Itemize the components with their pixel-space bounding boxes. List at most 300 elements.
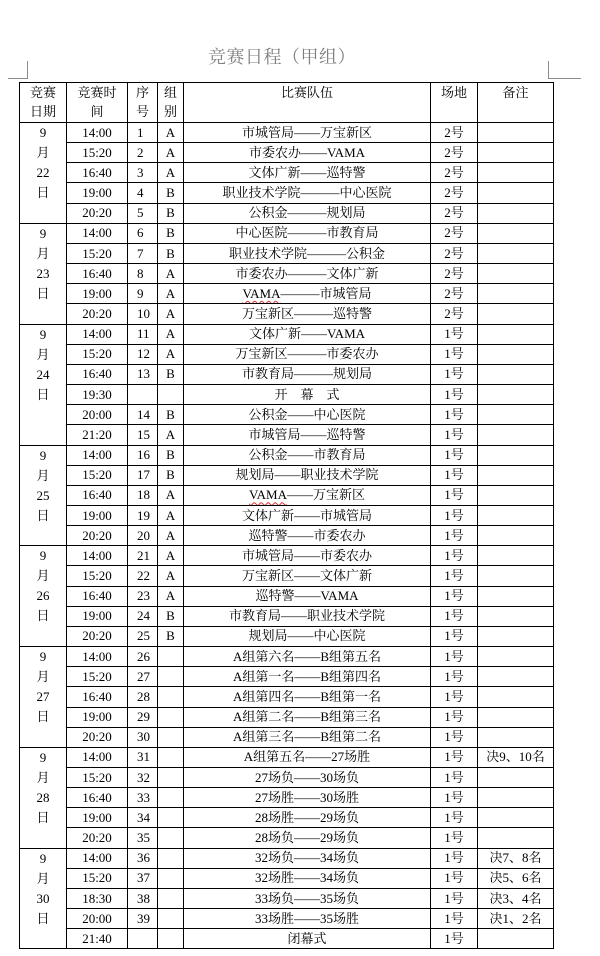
group-cell <box>158 929 184 949</box>
time-cell: 16:40 <box>67 264 128 284</box>
match-no-cell: 39 <box>128 909 158 929</box>
teams-cell: 开 幕 式 <box>184 385 431 405</box>
match-no-cell: 33 <box>128 788 158 808</box>
teams-cell: A组第五名——27场胜 <box>184 747 431 767</box>
teams-cell: 万宝新区———巡特警 <box>184 304 431 324</box>
header-time <box>67 83 128 123</box>
note-cell <box>478 264 554 284</box>
teams-cell: 文体广新——市城管局 <box>184 505 431 525</box>
note-cell <box>478 526 554 546</box>
group-cell: A <box>158 425 184 445</box>
venue-cell: 1号 <box>431 888 478 908</box>
venue-cell: 1号 <box>431 647 478 667</box>
note-cell: 决7、8名 <box>478 848 554 868</box>
group-cell <box>158 768 184 788</box>
table-row <box>20 385 554 405</box>
note-cell <box>478 163 554 183</box>
schedule-body <box>20 123 554 949</box>
table-row <box>20 868 554 888</box>
note-cell <box>478 183 554 203</box>
time-cell: 20:20 <box>67 203 128 223</box>
match-no-cell: 14 <box>128 405 158 425</box>
note-cell <box>478 788 554 808</box>
venue-cell: 1号 <box>431 727 478 747</box>
match-no-cell: 29 <box>128 707 158 727</box>
table-row <box>20 526 554 546</box>
date-cell <box>20 546 67 647</box>
venue-cell: 1号 <box>431 667 478 687</box>
time-cell: 20:00 <box>67 909 128 929</box>
venue-cell: 1号 <box>431 465 478 485</box>
venue-cell: 2号 <box>431 284 478 304</box>
venue-cell: 1号 <box>431 566 478 586</box>
match-no-cell: 5 <box>128 203 158 223</box>
match-no-cell: 23 <box>128 586 158 606</box>
table-row <box>20 768 554 788</box>
group-cell: B <box>158 445 184 465</box>
teams-cell: 市城管局——万宝新区 <box>184 123 431 143</box>
date-line: 日 <box>36 285 50 301</box>
note-cell <box>478 304 554 324</box>
table-row <box>20 848 554 868</box>
venue-cell: 1号 <box>431 626 478 646</box>
group-cell <box>158 788 184 808</box>
time-cell: 16:40 <box>67 364 128 384</box>
group-cell: A <box>158 546 184 566</box>
date-line: 日 <box>36 809 50 825</box>
table-row <box>20 223 554 243</box>
teams-cell: 规划局——中心医院 <box>184 626 431 646</box>
teams-cell: A组第二名——B组第三名 <box>184 707 431 727</box>
time-cell: 20:00 <box>67 405 128 425</box>
header-date <box>20 83 67 123</box>
table-row <box>20 143 554 163</box>
time-cell: 15:20 <box>67 667 128 687</box>
teams-cell: 闭幕式 <box>184 929 431 949</box>
teams-cell: 公积金———规划局 <box>184 203 431 223</box>
match-no-cell: 1 <box>128 123 158 143</box>
date-line: 9 <box>39 326 47 342</box>
schedule-header <box>20 83 554 123</box>
teams-cell: A组第三名——B组第二名 <box>184 727 431 747</box>
note-cell <box>478 667 554 687</box>
match-no-cell: 36 <box>128 848 158 868</box>
group-cell <box>158 828 184 848</box>
spellcheck-flagged-word: VAMA <box>242 285 281 301</box>
venue-cell: 2号 <box>431 243 478 263</box>
group-cell: A <box>158 586 184 606</box>
time-cell: 19:00 <box>67 707 128 727</box>
match-no-cell: 3 <box>128 163 158 183</box>
match-no-cell: 25 <box>128 626 158 646</box>
date-line: 27 <box>36 689 50 705</box>
note-cell <box>478 727 554 747</box>
venue-cell: 1号 <box>431 344 478 364</box>
time-cell: 14:00 <box>67 546 128 566</box>
teams-cell: 27场负——30场负 <box>184 768 431 788</box>
group-cell: B <box>158 183 184 203</box>
table-row <box>20 707 554 727</box>
teams-cell: 市委农办———文体广新 <box>184 264 431 284</box>
note-cell <box>478 485 554 505</box>
table-row <box>20 586 554 606</box>
match-no-cell: 30 <box>128 727 158 747</box>
table-row <box>20 687 554 707</box>
teams-segment: ———市城管局 <box>280 285 372 301</box>
table-row <box>20 324 554 344</box>
teams-cell: 32场负——34场负 <box>184 848 431 868</box>
table-row <box>20 909 554 929</box>
group-cell: A <box>158 344 184 364</box>
note-cell <box>478 505 554 525</box>
time-cell: 15:20 <box>67 243 128 263</box>
header-venue <box>431 83 478 123</box>
table-row <box>20 465 554 485</box>
date-line: 月 <box>36 467 50 483</box>
match-no-cell: 21 <box>128 546 158 566</box>
group-cell <box>158 667 184 687</box>
note-cell <box>478 445 554 465</box>
group-cell: A <box>158 123 184 143</box>
time-cell: 21:20 <box>67 425 128 445</box>
table-row <box>20 727 554 747</box>
time-cell: 20:20 <box>67 828 128 848</box>
teams-cell: 公积金——中心医院 <box>184 405 431 425</box>
group-cell <box>158 727 184 747</box>
time-cell: 20:20 <box>67 304 128 324</box>
group-cell: B <box>158 405 184 425</box>
date-line: 30 <box>36 890 50 906</box>
match-no-cell: 2 <box>128 143 158 163</box>
date-line: 9 <box>39 649 47 665</box>
note-cell <box>478 626 554 646</box>
time-cell: 20:20 <box>67 626 128 646</box>
header-line: 组 <box>163 85 177 100</box>
time-cell: 16:40 <box>67 586 128 606</box>
table-row <box>20 888 554 908</box>
group-cell <box>158 808 184 828</box>
table-row <box>20 667 554 687</box>
table-row <box>20 163 554 183</box>
match-no-cell <box>128 385 158 405</box>
note-cell: 决9、10名 <box>478 747 554 767</box>
group-cell <box>158 747 184 767</box>
schedule-table <box>19 82 554 949</box>
date-cell <box>20 848 67 949</box>
venue-cell: 1号 <box>431 808 478 828</box>
table-row <box>20 647 554 667</box>
date-cell <box>20 445 67 546</box>
venue-cell: 1号 <box>431 909 478 929</box>
note-cell <box>478 203 554 223</box>
time-cell: 19:30 <box>67 385 128 405</box>
header-row <box>20 83 554 123</box>
match-no-cell: 34 <box>128 808 158 828</box>
venue-cell: 1号 <box>431 828 478 848</box>
note-cell <box>478 808 554 828</box>
note-cell <box>478 364 554 384</box>
match-no-cell: 31 <box>128 747 158 767</box>
teams-cell: A组第一名——B组第四名 <box>184 667 431 687</box>
teams-cell: 28场负——29场负 <box>184 828 431 848</box>
match-no-cell: 28 <box>128 687 158 707</box>
time-cell: 15:20 <box>67 465 128 485</box>
header-line: 比赛队伍 <box>280 85 333 100</box>
venue-cell: 1号 <box>431 425 478 445</box>
date-line: 月 <box>36 870 50 886</box>
teams-cell: 28场胜——29场负 <box>184 808 431 828</box>
note-cell <box>478 425 554 445</box>
note-cell <box>478 606 554 626</box>
venue-cell: 2号 <box>431 163 478 183</box>
venue-cell: 1号 <box>431 526 478 546</box>
date-line: 日 <box>36 386 50 402</box>
note-cell <box>478 546 554 566</box>
match-no-cell: 13 <box>128 364 158 384</box>
venue-cell: 2号 <box>431 264 478 284</box>
teams-cell: 27场胜——30场胜 <box>184 788 431 808</box>
group-cell <box>158 687 184 707</box>
note-cell <box>478 385 554 405</box>
table-row <box>20 284 554 304</box>
date-line: 月 <box>36 245 50 261</box>
teams-cell: 文体广新——巡特警 <box>184 163 431 183</box>
group-cell: B <box>158 465 184 485</box>
venue-cell: 2号 <box>431 203 478 223</box>
match-no-cell: 32 <box>128 768 158 788</box>
match-no-cell <box>128 929 158 949</box>
date-cell <box>20 747 67 848</box>
group-cell: B <box>158 223 184 243</box>
group-cell: A <box>158 324 184 344</box>
match-no-cell: 16 <box>128 445 158 465</box>
table-row <box>20 566 554 586</box>
table-row <box>20 626 554 646</box>
group-cell: A <box>158 566 184 586</box>
group-cell <box>158 868 184 888</box>
note-cell <box>478 687 554 707</box>
match-no-cell: 37 <box>128 868 158 888</box>
table-row <box>20 929 554 949</box>
date-line: 月 <box>36 669 50 685</box>
note-cell <box>478 344 554 364</box>
note-cell <box>478 929 554 949</box>
venue-cell: 2号 <box>431 223 478 243</box>
table-row <box>20 546 554 566</box>
time-cell: 14:00 <box>67 324 128 344</box>
note-cell <box>478 143 554 163</box>
group-cell: B <box>158 243 184 263</box>
header-line: 序 <box>135 85 149 100</box>
date-line: 日 <box>36 507 50 523</box>
date-line: 9 <box>39 447 47 463</box>
note-cell: 决1、2名 <box>478 909 554 929</box>
time-cell: 14:00 <box>67 445 128 465</box>
spellcheck-flagged-word: VAMA <box>248 487 288 503</box>
teams-cell: 市城管局——巡特警 <box>184 425 431 445</box>
match-no-cell: 9 <box>128 284 158 304</box>
venue-cell: 1号 <box>431 747 478 767</box>
date-line: 26 <box>36 588 50 604</box>
table-row <box>20 788 554 808</box>
date-line: 25 <box>36 487 50 503</box>
note-cell <box>478 768 554 788</box>
note-cell <box>478 243 554 263</box>
teams-cell: 市教育局———规划局 <box>184 364 431 384</box>
date-line: 9 <box>39 749 47 765</box>
date-cell <box>20 324 67 445</box>
teams-cell: A组第四名——B组第一名 <box>184 687 431 707</box>
date-line: 9 <box>39 548 47 564</box>
time-cell: 14:00 <box>67 223 128 243</box>
table-row <box>20 123 554 143</box>
venue-cell: 1号 <box>431 788 478 808</box>
date-line: 9 <box>39 225 47 241</box>
teams-cell <box>184 485 431 505</box>
time-cell: 19:00 <box>67 808 128 828</box>
teams-cell: 33场负——35场负 <box>184 888 431 908</box>
date-line: 月 <box>36 568 50 584</box>
time-cell: 15:20 <box>67 768 128 788</box>
venue-cell: 2号 <box>431 143 478 163</box>
date-line: 9 <box>39 125 47 140</box>
venue-cell: 1号 <box>431 485 478 505</box>
group-cell: B <box>158 203 184 223</box>
date-cell <box>20 123 67 224</box>
match-no-cell: 6 <box>128 223 158 243</box>
teams-cell: A组第六名——B组第五名 <box>184 647 431 667</box>
date-line: 月 <box>36 769 50 785</box>
date-line: 24 <box>36 366 50 382</box>
header-line: 竞赛 <box>29 85 56 100</box>
venue-cell: 1号 <box>431 405 478 425</box>
venue-cell: 1号 <box>431 707 478 727</box>
match-no-cell: 22 <box>128 566 158 586</box>
table-row <box>20 485 554 505</box>
teams-cell: 32场胜——34场负 <box>184 868 431 888</box>
date-line: 9 <box>39 850 47 866</box>
group-cell: A <box>158 264 184 284</box>
group-cell: A <box>158 163 184 183</box>
date-line: 月 <box>36 145 50 160</box>
time-cell: 19:00 <box>67 183 128 203</box>
group-cell <box>158 647 184 667</box>
time-cell: 15:20 <box>67 566 128 586</box>
venue-cell: 1号 <box>431 586 478 606</box>
match-no-cell: 19 <box>128 505 158 525</box>
venue-cell: 1号 <box>431 768 478 788</box>
table-row <box>20 243 554 263</box>
time-cell: 15:20 <box>67 344 128 364</box>
match-no-cell: 8 <box>128 264 158 284</box>
time-cell: 18:30 <box>67 888 128 908</box>
group-cell: A <box>158 505 184 525</box>
table-row <box>20 183 554 203</box>
group-cell: B <box>158 364 184 384</box>
table-row <box>20 344 554 364</box>
header-line: 备注 <box>502 85 529 100</box>
table-row <box>20 203 554 223</box>
match-no-cell: 20 <box>128 526 158 546</box>
venue-cell: 1号 <box>431 606 478 626</box>
group-cell: A <box>158 304 184 324</box>
table-row <box>20 606 554 626</box>
note-cell <box>478 828 554 848</box>
time-cell: 14:00 <box>67 747 128 767</box>
table-row <box>20 405 554 425</box>
date-line: 日 <box>36 709 50 725</box>
venue-cell: 1号 <box>431 364 478 384</box>
match-no-cell: 11 <box>128 324 158 344</box>
header-line: 日期 <box>29 104 56 119</box>
group-cell: A <box>158 526 184 546</box>
header-line: 号 <box>135 104 149 119</box>
match-no-cell: 27 <box>128 667 158 687</box>
note-cell <box>478 123 554 143</box>
venue-cell: 1号 <box>431 505 478 525</box>
header-match-no <box>128 83 158 123</box>
header-line: 间 <box>90 104 104 119</box>
header-note <box>478 83 554 123</box>
teams-cell: 市委农办——VAMA <box>184 143 431 163</box>
table-row <box>20 828 554 848</box>
group-cell <box>158 848 184 868</box>
group-cell <box>158 909 184 929</box>
note-cell <box>478 647 554 667</box>
date-line: 月 <box>36 346 50 362</box>
teams-cell: 文体广新——VAMA <box>184 324 431 344</box>
note-cell <box>478 566 554 586</box>
date-line: 日 <box>36 608 50 624</box>
teams-cell: 33场胜——35场胜 <box>184 909 431 929</box>
time-cell: 14:00 <box>67 123 128 143</box>
teams-cell: 巡特警——市委农办 <box>184 526 431 546</box>
note-cell <box>478 405 554 425</box>
match-no-cell: 4 <box>128 183 158 203</box>
teams-cell: 公积金——市教育局 <box>184 445 431 465</box>
teams-cell: 万宝新区——文体广新 <box>184 566 431 586</box>
venue-cell: 1号 <box>431 848 478 868</box>
time-cell: 16:40 <box>67 687 128 707</box>
crop-mark-left-horizontal <box>8 78 28 79</box>
venue-cell: 2号 <box>431 183 478 203</box>
date-line: 日 <box>36 910 50 926</box>
match-no-cell: 18 <box>128 485 158 505</box>
teams-cell: 市城管局——市委农办 <box>184 546 431 566</box>
note-cell <box>478 707 554 727</box>
venue-cell: 1号 <box>431 687 478 707</box>
note-cell <box>478 284 554 304</box>
time-cell: 19:00 <box>67 505 128 525</box>
match-no-cell: 7 <box>128 243 158 263</box>
date-cell <box>20 647 67 748</box>
header-teams <box>184 83 431 123</box>
match-no-cell: 15 <box>128 425 158 445</box>
teams-cell: 巡特警——VAMA <box>184 586 431 606</box>
group-cell: B <box>158 606 184 626</box>
venue-cell: 2号 <box>431 123 478 143</box>
table-row <box>20 445 554 465</box>
header-line: 场地 <box>440 85 467 100</box>
note-cell <box>478 586 554 606</box>
note-cell: 决5、6名 <box>478 868 554 888</box>
group-cell: A <box>158 143 184 163</box>
time-cell: 15:20 <box>67 143 128 163</box>
group-cell: B <box>158 626 184 646</box>
teams-cell: 中心医院———市教育局 <box>184 223 431 243</box>
venue-cell: 2号 <box>431 304 478 324</box>
teams-segment: ——万宝新区 <box>287 487 366 503</box>
